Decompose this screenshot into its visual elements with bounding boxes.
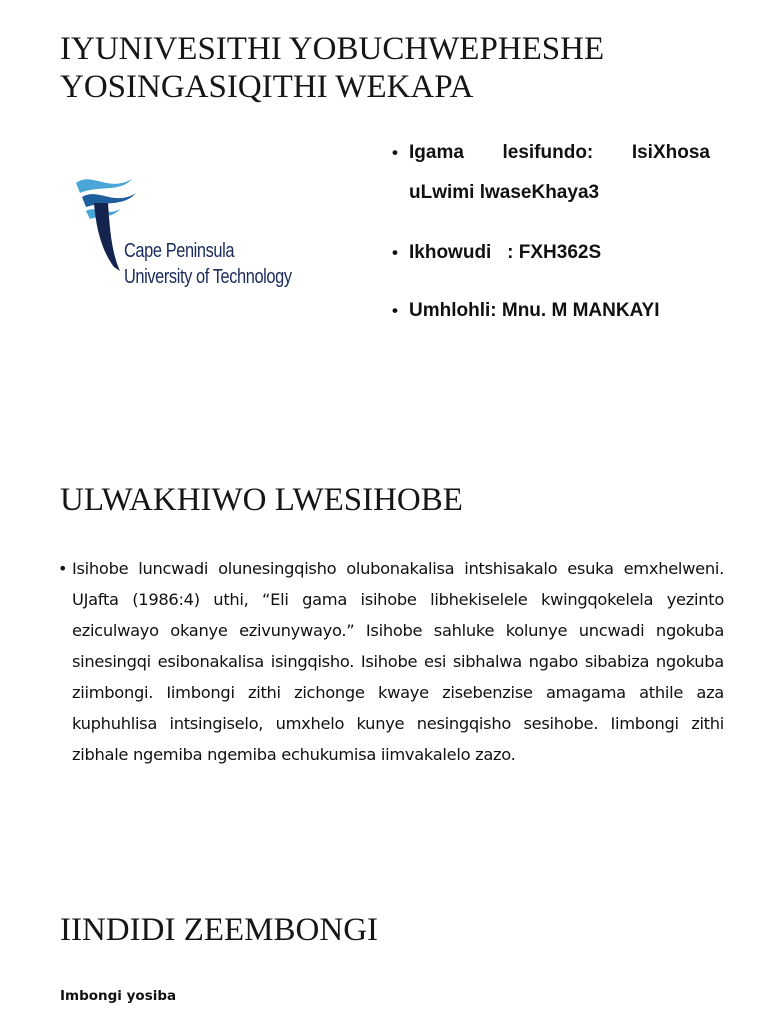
- course-label-word-2: lesifundo:: [502, 142, 594, 163]
- poetry-definition-paragraph: • Isihobe luncwadi olunesingqisho olubonakalisa intshisakalo esuka emxhelweni. UJafta (1986:4) uthi, “Eli gama isihobe libhekiselele kwingqokelela yezinto eziculwayo okanye ezivunywayo.” Isihobe sahluke kolunye uncwadi ngokuba sinesingqi esibonakalisa isingqisho. Isihobe esi sibhalwa ngabo sibabiza ngokuba ziimbongi. Iimbongi zithi zichonge kwaye zisebenzise amagama athile aza kuphuhlisa intsingiselo, umxhelo kunye nesingqisho sesihobe. Iimbongi zithi zibhale ngemiba ngemiba echukumisa iimvakalelo zazo.: [60, 553, 724, 770]
- course-code-item: • Ikhowudi : FXH362S: [392, 238, 710, 268]
- poet-type-subheading: Imbongi yosiba: [60, 988, 177, 1004]
- logo-mark: [94, 203, 120, 271]
- course-name-line-2: uLwimi lwaseKhaya3: [409, 182, 600, 203]
- course-info-list: [392, 133, 710, 326]
- lecturer-item: • Umhlohli: Mnu. M MANKAYI: [392, 296, 710, 326]
- logo-line-1: Cape Peninsula: [124, 240, 235, 262]
- course-label-word-3: IsiXhosa: [631, 142, 710, 163]
- slide-title-university: IYUNIVESITHI YOBUCHWEPHESHE YOSINGASIQITHI WEKAPA: [60, 31, 605, 105]
- logo-wave-dark: [82, 193, 136, 207]
- course-name-item: [392, 133, 710, 213]
- logo-wave-light: [76, 179, 132, 193]
- logo-line-2: University of Technology: [124, 266, 292, 288]
- slide-title-poet-types: IINDIDI ZEEMBONGI: [60, 912, 379, 948]
- slide-title-structure: ULWAKHIWO LWESIHOBE: [60, 482, 463, 518]
- course-label-word-1: • Igama: [409, 142, 464, 163]
- logo-wordmark: [124, 238, 292, 290]
